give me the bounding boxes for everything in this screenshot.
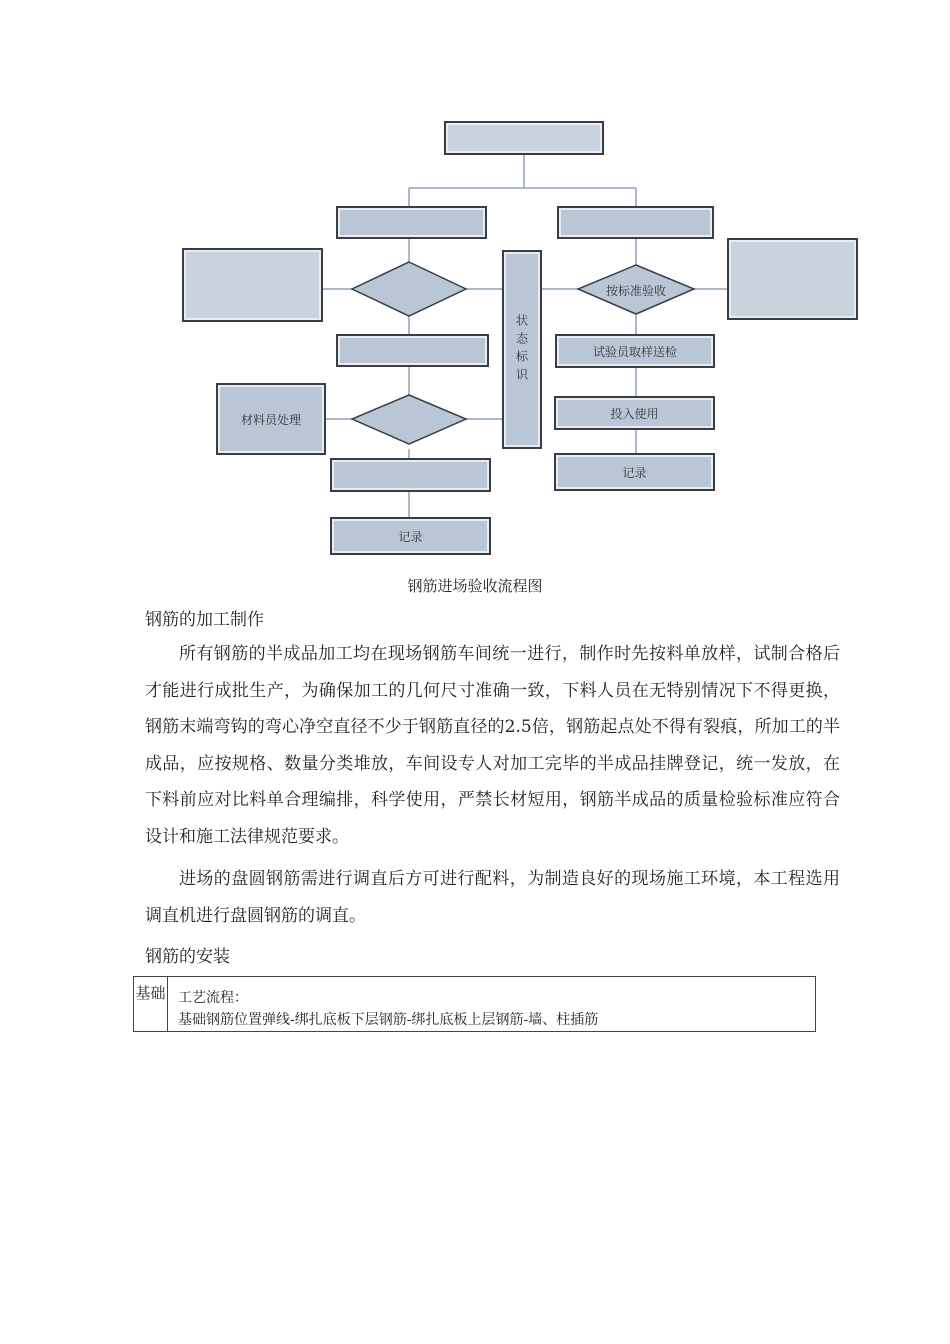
material-handler-label: 材料员处理 (240, 412, 301, 427)
material-handler-box (216, 383, 326, 455)
process-table (133, 976, 816, 1032)
left-lower-box (330, 458, 491, 492)
sample-inspection-label: 试验员取样送检 (592, 344, 677, 359)
acceptance-flowchart (176, 112, 866, 562)
right-record-label: 记录 (622, 465, 647, 480)
status-label-text: 状态标识 (514, 313, 529, 386)
left-check-diamond-1 (352, 262, 466, 316)
process-flow-title: 工艺流程： (178, 990, 248, 1006)
section-heading-processing: 钢筋的加工制作 (145, 610, 264, 630)
figure-caption: 钢筋进场验收流程图 (407, 577, 543, 595)
left-mid-box (336, 334, 489, 367)
processing-paragraph-2: 进场的盘圆钢筋需进行调直后方可进行配料，为制造良好的现场施工环境，本工程选用调直机进行盘圆钢筋的调直。 (145, 869, 840, 926)
right-check-label: 按标准验收 (605, 284, 666, 298)
left-record-box (330, 517, 491, 555)
put-into-use-label: 投入使用 (610, 406, 659, 421)
right-record-box (554, 453, 715, 491)
processing-paragraph-1: 所有钢筋的半成品加工均在现场钢筋车间统一进行，制作时先按料单放样，试制合格后才能进行成批生产，为确保加工的几何尺寸准确一致，下料人员在无特别情况下不得更换，钢筋末端弯钩的弯心净空直径不少于钢筋直径的2.5倍，钢筋起点处不得有裂痕，所加工的半成品，应按规格、数量分类堆放，车间设专人对加工完毕的半成品挂牌登记，统一发放，在下料前应对比料单合理编排，科学使用，严禁长材短用，钢筋半成品的质量检验标准应符合设计和施工法律规范要求。 (145, 644, 840, 847)
table-row-label: 基础 (134, 977, 168, 1031)
put-into-use-box (554, 396, 715, 430)
table-content (178, 987, 598, 1031)
left-record-label: 记录 (398, 529, 423, 544)
process-flow-steps: 基础钢筋位置弹线-绑扎底板下层钢筋-绑扎底板上层钢筋-墙、柱插筋 (178, 1012, 599, 1028)
left-check-diamond-2 (352, 395, 466, 444)
status-label-box (502, 250, 542, 449)
section-heading-installation: 钢筋的安装 (145, 947, 230, 967)
sample-inspection-box (555, 334, 715, 368)
